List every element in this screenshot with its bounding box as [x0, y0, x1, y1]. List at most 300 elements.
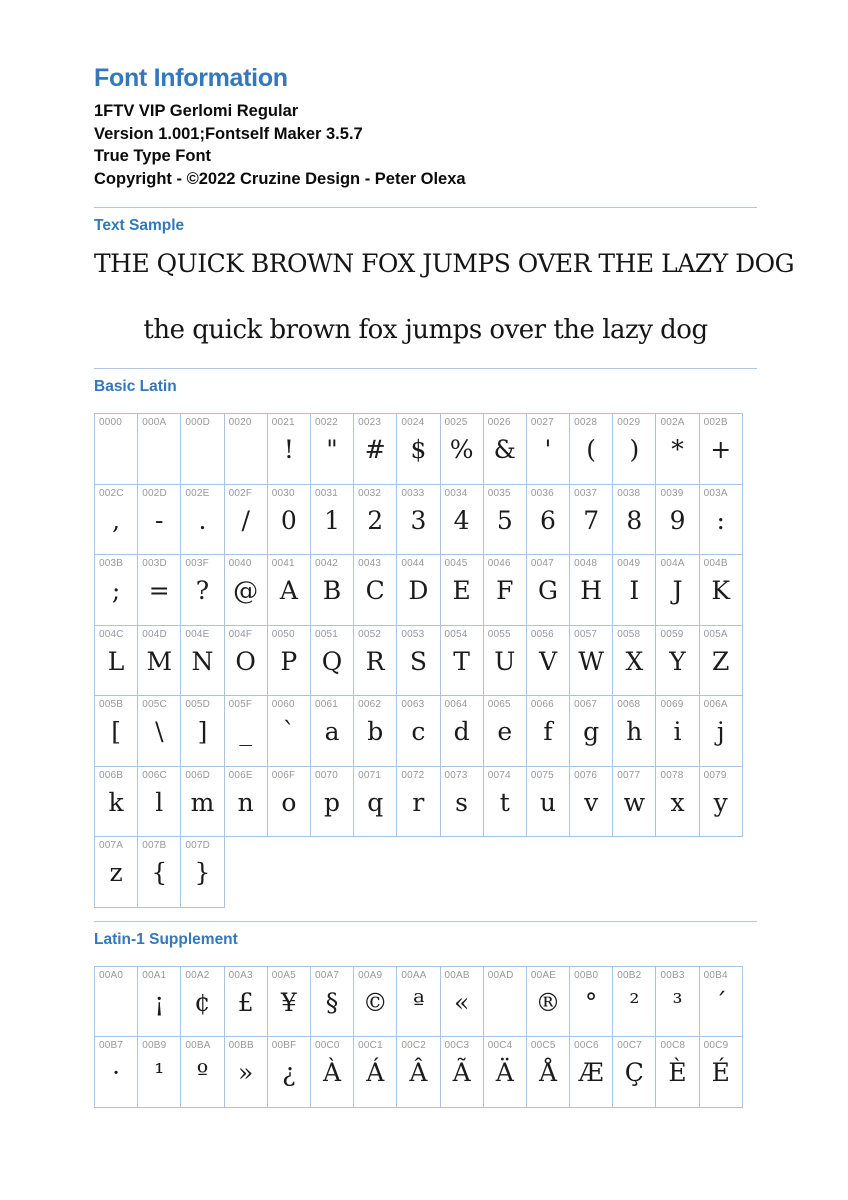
- glyph-cell-0029: [612, 413, 656, 485]
- glyph-character: Æ: [578, 1058, 604, 1087]
- glyph-cell-0038: [612, 484, 656, 556]
- codepoint-label: 0041: [271, 558, 295, 569]
- glyph-cell-00B4: [699, 966, 743, 1038]
- codepoint-label: 002E: [185, 487, 210, 499]
- codepoint-label: 00C0: [314, 1040, 340, 1051]
- glyph-character: m: [190, 787, 215, 817]
- codepoint-label: 0047: [530, 558, 554, 569]
- glyph-cell-006E: [224, 766, 268, 838]
- glyph-character: {: [151, 858, 168, 887]
- glyph-cell-0067: [569, 695, 613, 767]
- glyph-cell-0062: [353, 695, 397, 767]
- glyph-cell-00C1: [353, 1036, 397, 1108]
- glyph-character: B: [322, 576, 342, 605]
- glyph-character: ©: [362, 987, 388, 1017]
- glyph-cell-00A5: [267, 966, 311, 1038]
- glyph-cell-00A2: [180, 966, 224, 1038]
- codepoint-label: 0051: [314, 628, 338, 640]
- glyph-cell-000D: [180, 413, 224, 485]
- glyph-cell-002E: [180, 484, 224, 556]
- codepoint-label: 0028: [574, 417, 598, 428]
- codepoint-label: 0061: [314, 699, 338, 710]
- glyph-cell-00AA: [396, 966, 440, 1038]
- codepoint-label: 0044: [401, 558, 425, 569]
- codepoint-label: 0031: [314, 487, 338, 499]
- codepoint-label: 0023: [358, 417, 382, 428]
- glyph-cell-006F: [267, 766, 311, 838]
- glyph-character: t: [499, 787, 510, 817]
- glyph-cell-004C: [94, 625, 138, 697]
- glyph-character: Ç: [624, 1058, 644, 1087]
- glyph-character: o: [281, 787, 297, 817]
- glyph-character: «: [453, 987, 470, 1017]
- glyph-cell-006D: [180, 766, 224, 838]
- glyph-cell-00AB: [440, 966, 484, 1038]
- divider: [94, 921, 757, 922]
- codepoint-label: 00BF: [271, 1040, 297, 1051]
- codepoint-label: 005A: [703, 628, 728, 640]
- codepoint-label: 004F: [228, 628, 253, 640]
- codepoint-label: 0072: [401, 769, 425, 781]
- glyph-cell-007D: [180, 836, 224, 908]
- glyph-character: W: [578, 646, 604, 676]
- glyph-cell-004D: [137, 625, 181, 697]
- glyph-cell-0030: [267, 484, 311, 556]
- glyph-cell-0036: [526, 484, 570, 556]
- glyph-character: J: [672, 576, 683, 605]
- codepoint-label: 0058: [617, 628, 641, 640]
- codepoint-label: 00B0: [574, 969, 599, 981]
- glyph-cell-0071: [353, 766, 397, 838]
- codepoint-label: 0039: [660, 487, 684, 499]
- codepoint-label: 0054: [444, 628, 468, 640]
- codepoint-label: 004C: [99, 628, 124, 640]
- glyph-character: ¿: [282, 1058, 296, 1087]
- codepoint-label: 006B: [99, 769, 124, 781]
- glyph-cell-0023: [353, 413, 397, 485]
- glyph-cell-0039: [655, 484, 699, 556]
- glyph-character: v: [584, 787, 599, 817]
- glyph-cell-004B: [699, 554, 743, 626]
- codepoint-label: 0071: [358, 769, 382, 781]
- glyph-cell-002A: [655, 413, 699, 485]
- glyph-row: [94, 766, 757, 838]
- glyph-character: D: [408, 576, 429, 605]
- glyph-character: /: [241, 505, 250, 535]
- glyph-cell-0066: [526, 695, 570, 767]
- codepoint-label: 0066: [530, 699, 554, 710]
- codepoint-label: 0021: [271, 417, 295, 428]
- glyph-character: a: [324, 717, 340, 746]
- codepoint-label: 00C3: [444, 1040, 470, 1051]
- glyph-character: L: [107, 646, 125, 676]
- glyph-character: ´: [714, 987, 727, 1017]
- basic-latin-glyph-table: [94, 413, 757, 908]
- glyph-character: »: [238, 1058, 254, 1087]
- codepoint-label: 0059: [660, 628, 684, 640]
- glyph-cell-006B: [94, 766, 138, 838]
- glyph-cell-00C9: [699, 1036, 743, 1108]
- glyph-character: %: [449, 435, 474, 464]
- glyph-cell-003A: [699, 484, 743, 556]
- glyph-character: É: [711, 1058, 730, 1087]
- glyph-cell-00A7: [310, 966, 354, 1038]
- glyph-character: f: [543, 717, 553, 746]
- glyph-cell-006C: [137, 766, 181, 838]
- codepoint-label: 00B4: [703, 969, 728, 981]
- glyph-cell-0048: [569, 554, 613, 626]
- codepoint-label: 0022: [314, 417, 338, 428]
- codepoint-label: 003A: [703, 487, 728, 499]
- glyph-cell-005D: [180, 695, 224, 767]
- codepoint-label: 0052: [358, 628, 382, 640]
- codepoint-label: 00A0: [99, 969, 124, 981]
- glyph-cell-0041: [267, 554, 311, 626]
- codepoint-label: 004A: [660, 558, 685, 569]
- codepoint-label: 0042: [314, 558, 338, 569]
- divider: [94, 207, 757, 208]
- codepoint-label: 003D: [142, 558, 167, 569]
- codepoint-label: 006C: [142, 769, 167, 781]
- glyph-cell-007B: [137, 836, 181, 908]
- codepoint-label: 0075: [530, 769, 554, 781]
- glyph-character: b: [367, 717, 384, 746]
- glyph-cell-0043: [353, 554, 397, 626]
- glyph-character: Q: [321, 646, 343, 676]
- codepoint-label: 0027: [530, 417, 554, 428]
- codepoint-label: 002D: [142, 487, 167, 499]
- glyph-character: +: [710, 435, 732, 464]
- glyph-character: 8: [626, 505, 643, 535]
- glyph-character: ?: [195, 576, 210, 605]
- glyph-character: }: [194, 858, 211, 887]
- codepoint-label: 0055: [487, 628, 511, 640]
- glyph-character: g: [583, 717, 600, 746]
- codepoint-label: 006E: [228, 769, 253, 781]
- glyph-character: h: [626, 717, 643, 746]
- glyph-character: ·: [112, 1058, 121, 1087]
- glyph-cell-00C5: [526, 1036, 570, 1108]
- glyph-cell-00B2: [612, 966, 656, 1038]
- glyph-character: n: [237, 787, 254, 817]
- codepoint-label: 00A3: [228, 969, 253, 981]
- glyph-character: Â: [409, 1058, 428, 1087]
- codepoint-label: 0034: [444, 487, 468, 499]
- glyph-cell-003F: [180, 554, 224, 626]
- codepoint-label: 00C6: [574, 1040, 599, 1051]
- glyph-cell-0058: [612, 625, 656, 697]
- codepoint-label: 006D: [185, 769, 211, 781]
- glyph-cell-0040: [224, 554, 268, 626]
- glyph-character: M: [146, 646, 173, 676]
- glyph-cell-002F: [224, 484, 268, 556]
- glyph-character: y: [713, 787, 728, 817]
- glyph-character: -: [155, 505, 164, 535]
- glyph-cell-0034: [440, 484, 484, 556]
- codepoint-label: 005B: [99, 699, 124, 710]
- glyph-character: =: [148, 576, 170, 605]
- codepoint-label: 00A1: [142, 969, 167, 981]
- glyph-cell-0075: [526, 766, 570, 838]
- glyph-cell-0032: [353, 484, 397, 556]
- glyph-cell-0063: [396, 695, 440, 767]
- codepoint-label: 0049: [617, 558, 641, 569]
- codepoint-label: 0078: [660, 769, 684, 781]
- codepoint-label: 00C1: [358, 1040, 383, 1051]
- codepoint-label: 0070: [314, 769, 338, 781]
- glyph-character: i: [673, 717, 682, 746]
- glyph-cell-004E: [180, 625, 224, 697]
- glyph-character: ): [629, 435, 640, 464]
- glyph-cell-000A: [137, 413, 181, 485]
- glyph-cell-00B9: [137, 1036, 181, 1108]
- glyph-character: [: [111, 717, 121, 746]
- glyph-cell-002B: [699, 413, 743, 485]
- codepoint-label: 0036: [530, 487, 554, 499]
- glyph-cell-0037: [569, 484, 613, 556]
- codepoint-label: 0057: [574, 628, 598, 640]
- glyph-character: R: [365, 646, 385, 676]
- glyph-character: !: [283, 435, 294, 464]
- glyph-cell-00B7: [94, 1036, 138, 1108]
- glyph-cell-0000: [94, 413, 138, 485]
- codepoint-label: 000A: [142, 417, 167, 428]
- glyph-cell-00C4: [483, 1036, 527, 1108]
- glyph-character: c: [411, 717, 426, 746]
- glyph-character: F: [496, 576, 514, 605]
- glyph-cell-004A: [655, 554, 699, 626]
- glyph-cell-0027: [526, 413, 570, 485]
- codepoint-label: 0060: [271, 699, 295, 710]
- codepoint-label: 0026: [487, 417, 511, 428]
- glyph-cell-00A3: [224, 966, 268, 1038]
- glyph-row: [94, 966, 757, 1038]
- glyph-character: Å: [538, 1058, 557, 1087]
- glyph-character: O: [235, 646, 256, 676]
- codepoint-label: 0074: [487, 769, 511, 781]
- section-label-basic-latin: Basic Latin: [94, 378, 177, 395]
- codepoint-label: 00C2: [401, 1040, 427, 1051]
- glyph-character: £: [237, 987, 254, 1017]
- glyph-cell-0054: [440, 625, 484, 697]
- text-sample-lowercase: the quick brown fox jumps over the lazy dog: [143, 315, 708, 345]
- glyph-cell-0077: [612, 766, 656, 838]
- codepoint-label: 0065: [487, 699, 511, 710]
- latin-1-supplement-glyph-table: [94, 966, 757, 1108]
- glyph-cell-00C3: [440, 1036, 484, 1108]
- codepoint-label: 00B9: [142, 1040, 167, 1051]
- codepoint-label: 0033: [401, 487, 425, 499]
- text-sample-uppercase: THE QUICK BROWN FOX JUMPS OVER THE LAZY DOG: [94, 249, 795, 278]
- codepoint-label: 0030: [271, 487, 295, 499]
- glyph-cell-004F: [224, 625, 268, 697]
- glyph-character: #: [364, 435, 386, 464]
- glyph-character: p: [324, 787, 341, 817]
- glyph-cell-00C8: [655, 1036, 699, 1108]
- glyph-character: r: [412, 787, 425, 817]
- glyph-character: Z: [712, 646, 730, 676]
- glyph-cell-00BB: [224, 1036, 268, 1108]
- codepoint-label: 004E: [185, 628, 210, 640]
- glyph-character: w: [623, 787, 646, 817]
- glyph-cell-0076: [569, 766, 613, 838]
- glyph-character: l: [155, 787, 164, 817]
- codepoint-label: 006A: [703, 699, 728, 710]
- glyph-cell-0079: [699, 766, 743, 838]
- font-specimen-page: [94, 0, 795, 1108]
- glyph-cell-0051: [310, 625, 354, 697]
- glyph-character: V: [538, 646, 557, 676]
- glyph-character: *: [671, 435, 684, 464]
- codepoint-label: 00A7: [314, 969, 340, 981]
- codepoint-label: 00AE: [530, 969, 557, 981]
- glyph-character: ,: [112, 505, 121, 535]
- codepoint-label: 00A9: [358, 969, 383, 981]
- glyph-cell-00C2: [396, 1036, 440, 1108]
- glyph-character: ]: [197, 717, 208, 746]
- codepoint-label: 004D: [142, 628, 167, 640]
- codepoint-label: 00A2: [185, 969, 210, 981]
- glyph-cell-0068: [612, 695, 656, 767]
- section-label-text-sample: Text Sample: [94, 217, 185, 234]
- glyph-cell-00BA: [180, 1036, 224, 1108]
- glyph-character: 3: [410, 505, 427, 535]
- glyph-cell-0028: [569, 413, 613, 485]
- codepoint-label: 0043: [358, 558, 382, 569]
- page-title: Font Information: [94, 64, 288, 92]
- codepoint-label: 000D: [185, 417, 211, 428]
- codepoint-label: 004B: [703, 558, 728, 569]
- glyph-character: E: [452, 576, 471, 605]
- glyph-character: N: [191, 646, 214, 676]
- codepoint-label: 00C8: [660, 1040, 686, 1051]
- glyph-cell-0050: [267, 625, 311, 697]
- codepoint-label: 00BA: [185, 1040, 211, 1051]
- codepoint-label: 0077: [617, 769, 641, 781]
- codepoint-label: 0068: [617, 699, 641, 710]
- glyph-character: 4: [453, 505, 470, 535]
- glyph-cell-005F: [224, 695, 268, 767]
- codepoint-label: 00AB: [444, 969, 470, 981]
- glyph-cell-005C: [137, 695, 181, 767]
- codepoint-label: 0053: [401, 628, 425, 640]
- glyph-character: ": [326, 435, 338, 464]
- glyph-character: Á: [366, 1058, 385, 1087]
- codepoint-label: 005F: [228, 699, 253, 710]
- codepoint-label: 007D: [185, 840, 211, 851]
- section-label-latin-1-supplement: Latin-1 Supplement: [94, 930, 238, 948]
- glyph-character: ³: [672, 987, 683, 1017]
- codepoint-label: 0020: [228, 417, 252, 428]
- divider: [94, 368, 757, 369]
- codepoint-label: 00AA: [401, 969, 427, 981]
- glyph-cell-0047: [526, 554, 570, 626]
- glyph-row: [94, 413, 757, 485]
- glyph-character: U: [494, 646, 516, 676]
- glyph-cell-00C6: [569, 1036, 613, 1108]
- glyph-character: .: [198, 505, 207, 535]
- glyph-character: º: [196, 1058, 209, 1087]
- glyph-cell-0049: [612, 554, 656, 626]
- glyph-character: Ã: [452, 1058, 471, 1087]
- font-info-block: [94, 100, 757, 190]
- codepoint-label: 0050: [271, 628, 295, 640]
- glyph-character: e: [497, 717, 513, 746]
- glyph-character: A: [279, 576, 298, 605]
- font-version: Version 1.001;Fontself Maker 3.5.7: [94, 124, 363, 143]
- glyph-character: 9: [669, 505, 686, 535]
- codepoint-label: 00C7: [617, 1040, 642, 1051]
- glyph-cell-003B: [94, 554, 138, 626]
- codepoint-label: 0032: [358, 487, 382, 499]
- codepoint-label: 0046: [487, 558, 511, 569]
- glyph-character: (: [586, 435, 597, 464]
- glyph-character: È: [668, 1058, 687, 1087]
- codepoint-label: 0069: [660, 699, 684, 710]
- codepoint-label: 006F: [271, 769, 296, 781]
- codepoint-label: 0040: [228, 558, 252, 569]
- glyph-character: 7: [583, 505, 600, 535]
- glyph-cell-0057: [569, 625, 613, 697]
- glyph-character: ®: [535, 987, 561, 1017]
- glyph-character: ²: [629, 987, 640, 1017]
- glyph-row: [94, 625, 757, 697]
- glyph-cell-0042: [310, 554, 354, 626]
- codepoint-label: 003B: [99, 558, 124, 569]
- glyph-cell-0021: [267, 413, 311, 485]
- codepoint-label: 00C5: [530, 1040, 556, 1051]
- glyph-cell-00AE: [526, 966, 570, 1038]
- glyph-character: :: [716, 505, 725, 535]
- font-type: True Type Font: [94, 147, 212, 165]
- glyph-character: j: [716, 717, 725, 746]
- glyph-cell-0055: [483, 625, 527, 697]
- glyph-cell-00C0: [310, 1036, 354, 1108]
- glyph-character: °: [584, 987, 598, 1017]
- glyph-row: [94, 1036, 757, 1108]
- glyph-character: I: [629, 576, 640, 605]
- glyph-cell-0031: [310, 484, 354, 556]
- codepoint-label: 0025: [444, 417, 468, 428]
- glyph-character: q: [367, 787, 384, 817]
- glyph-character: P: [280, 646, 298, 676]
- codepoint-label: 005C: [142, 699, 167, 710]
- codepoint-label: 0076: [574, 769, 598, 781]
- glyph-character: 5: [496, 505, 513, 535]
- glyph-character: T: [453, 646, 470, 676]
- glyph-cell-002C: [94, 484, 138, 556]
- codepoint-label: 0079: [703, 769, 727, 781]
- glyph-cell-0061: [310, 695, 354, 767]
- codepoint-label: 002C: [99, 487, 124, 499]
- codepoint-label: 0024: [401, 417, 425, 428]
- glyph-character: 0: [280, 505, 297, 535]
- codepoint-label: 00B7: [99, 1040, 124, 1051]
- codepoint-label: 00AD: [487, 969, 514, 981]
- glyph-cell-0078: [655, 766, 699, 838]
- glyph-cell-005B: [94, 695, 138, 767]
- glyph-character: G: [537, 576, 558, 605]
- codepoint-label: 002F: [228, 487, 253, 499]
- glyph-cell-00B3: [655, 966, 699, 1038]
- codepoint-label: 007A: [99, 840, 124, 851]
- glyph-cell-0025: [440, 413, 484, 485]
- glyph-cell-00A9: [353, 966, 397, 1038]
- glyph-cell-00BF: [267, 1036, 311, 1108]
- codepoint-label: 0035: [487, 487, 511, 499]
- glyph-cell-0035: [483, 484, 527, 556]
- glyph-character: H: [580, 576, 603, 605]
